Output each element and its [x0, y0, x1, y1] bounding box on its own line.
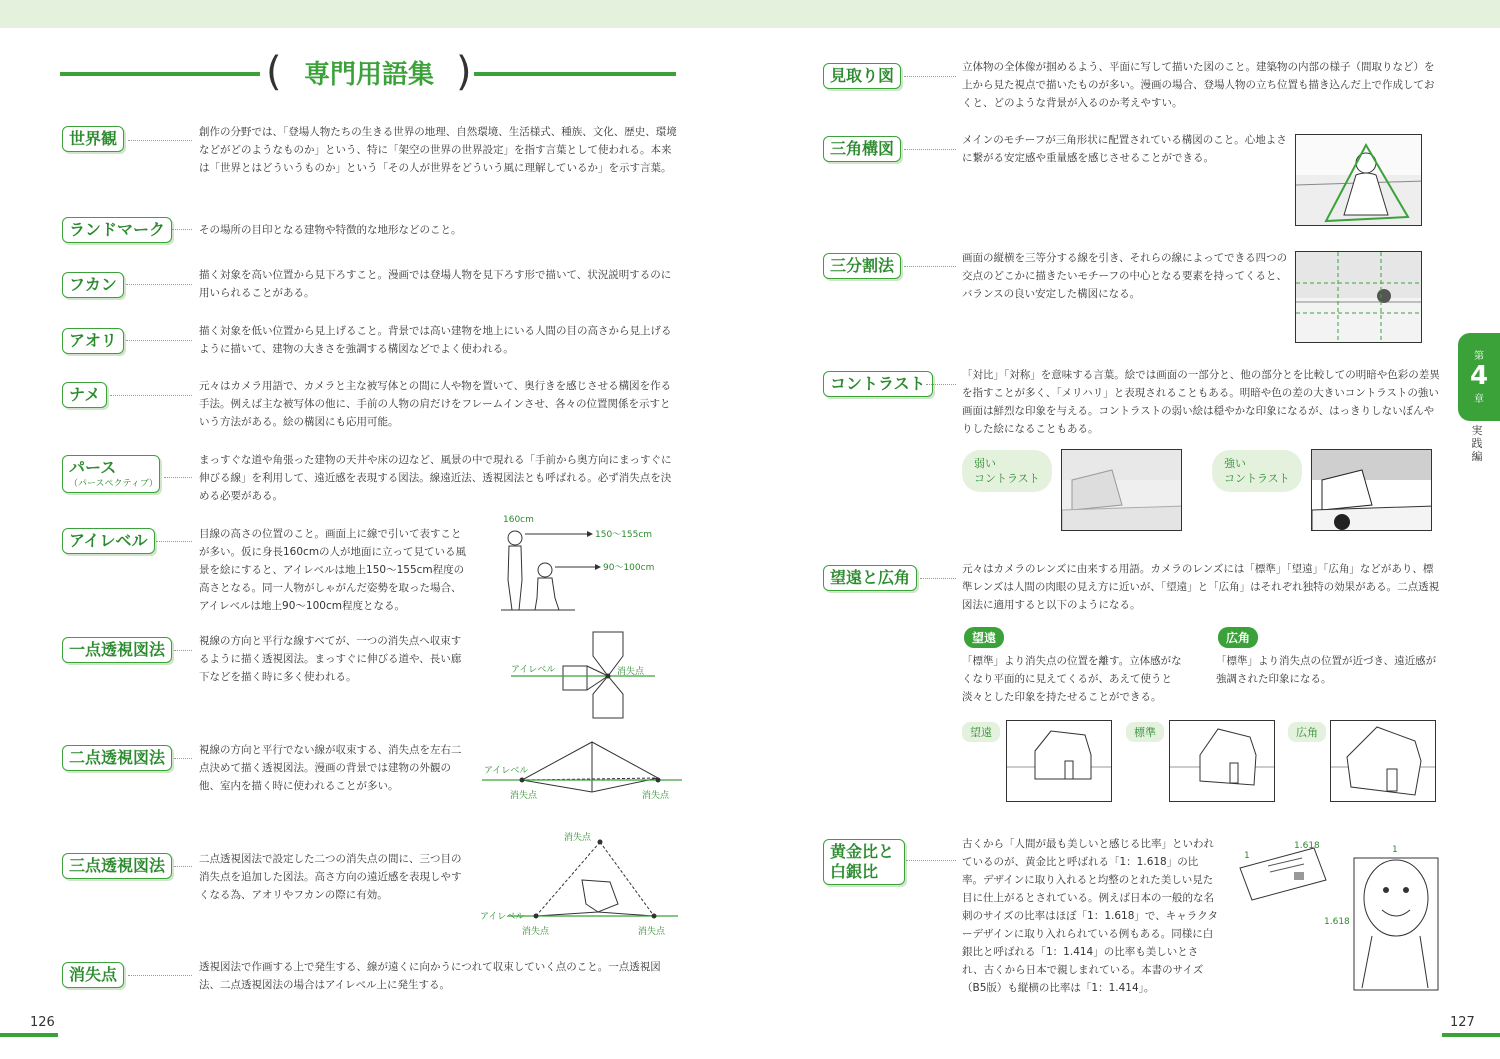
panel-standard-label: 標準	[1126, 722, 1164, 742]
term-perspective-sub: （パースペクティブ）	[69, 479, 158, 489]
panel-wide-label: 広角	[1288, 722, 1326, 742]
eyelevel-figure	[495, 510, 675, 620]
term-landmark: ランドマーク	[62, 217, 172, 243]
term-desc: 「対比」「対称」を意味する言葉。絵では画面の一部分と、他の部分とを比較しての明暗や色彩の差異を指すことが多く、「メリハリ」と表現されることもある。明暗や色の差の大きいコントラストの強い画面は鮮烈な印象を与える。コントラストの弱い絵は穏やかな印象になるが、はっきりしないぼんやりした絵になることもある。	[962, 369, 1440, 435]
three-point-vp-left-label: 消失点	[522, 927, 550, 937]
standard-house-illustration	[1169, 720, 1275, 802]
title-paren-close: )	[456, 49, 472, 95]
term-desc: 立体物の全体像が掴めるよう、平面に写して描いた図のこと。建築物の内部の様子（間取りなど）を上から見た視点で描いたものが多い。漫画の場合、登場人物の立ち位置も描き込んだ上で作成しておくと、どのような背景が入るのか考えやすい。	[962, 61, 1435, 109]
telephoto-desc: 「標準」より消失点の位置を離す。立体感がなくなり平面的に見えてくるが、あえて使うと淡々とした印象を持たせることができる。	[962, 655, 1182, 703]
leader-dots	[906, 860, 956, 861]
leader-dots	[904, 266, 956, 267]
term-desc: 画面の縦横を三等分する線を引き、それらの線によってできる四つの交点のどこかに描きたいモチーフの中心となる要素を持ってくると、バランスの良い安定した構図になる。	[962, 252, 1288, 300]
two-point-vp-right-label: 消失点	[642, 791, 670, 801]
chapter-tab-pre: 第	[1474, 351, 1484, 362]
term-name: ナメ	[62, 382, 107, 408]
term-perspective	[62, 455, 160, 493]
term-desc: 二点透視図法で設定した二つの消失点の間に、三つ目の消失点を追加した図法。高さ方向の遠近感を表現しやすくなる為、アオリやフカンの際に有効。	[199, 853, 462, 901]
page-number-left: 126	[30, 1015, 55, 1030]
leader-dots	[156, 541, 192, 542]
strong-contrast-illustration	[1311, 449, 1432, 531]
character-width-label: 1	[1392, 845, 1398, 855]
leader-dots	[174, 758, 192, 759]
bottom-rule-right	[1442, 1033, 1500, 1037]
leader-dots	[920, 578, 956, 579]
term-desc: 視線の方向と平行でない線が収束する、消失点を左右二点決めて描く透視図法。漫画の背景では建物の外観の他、室内を描く時に使われることが多い。	[199, 744, 462, 792]
term-golden-ratio: 黄金比と白銀比	[823, 839, 905, 885]
leader-dots	[126, 284, 192, 285]
rule-of-thirds-illustration	[1295, 251, 1422, 343]
strong-contrast-label: 強い コントラスト	[1212, 450, 1302, 492]
term-desc: 古くから「人間が最も美しいと感じる比率」といわれているのが、黄金比と呼ばれる「1：1.618」の比率。デザインに取り入れると均整のとれた美しい見た目に仕上がるとされている。例えば日本の一般的な名刺のサイズの比率はほぼ「1：1.618」で、キャラクターデザインに取り入れられている例もある。同様に白銀比と呼ばれる「1：1.414」の比率も美しいとされ、古くから日本で親しまれている。本書のサイズ（B5版）も縦横の比率は「1：1.414」。	[962, 838, 1218, 994]
chapter-section-label: 実践編	[1471, 424, 1483, 463]
chapter-tab-post: 章	[1474, 394, 1484, 405]
leader-dots	[904, 149, 956, 150]
leader-dots	[926, 384, 956, 385]
term-one-point: 一点透視図法	[62, 637, 172, 663]
leader-dots	[172, 229, 192, 230]
term-rule-of-thirds: 三分割法	[823, 253, 901, 279]
term-desc: 視線の方向と平行な線すべてが、一つの消失点へ収束するように描く透視図法。まっすぐに伸びる道や、長い廊下などを描く時に多く使われる。	[199, 635, 462, 683]
term-desc: 元々はカメラのレンズに由来する用語。カメラのレンズには「標準」「望遠」「広角」などがあり、標準レンズは人間の肉眼の見え方に近いが、「望遠」と「広角」はそれぞれ独特の効果がある。二点透視図法に適用すると以下のようになる。	[962, 563, 1440, 611]
leader-dots	[904, 76, 956, 77]
stand-eyelevel-label: 150〜155cm	[595, 530, 653, 540]
three-point-eyelevel-label: アイレベル	[480, 912, 525, 922]
one-point-figure	[505, 628, 665, 723]
three-point-top-label: 消失点	[564, 833, 592, 843]
triangle-composition-illustration	[1295, 134, 1422, 226]
chapter-tab	[1458, 333, 1500, 421]
leader-dots	[164, 477, 192, 478]
term-desc: 描く対象を高い位置から見下ろすこと。漫画では登場人物を見下ろす形で描いて、状況説明するのに用いられることがある。	[199, 269, 672, 299]
term-desc: 創作の分野では、「登場人物たちの生きる世界の地理、自然環境、生活様式、種族、文化、歴史、環境などがどのようなものか」という、特に「架空の世界の世界設定」を指す言葉として使われる。本来は「世界とはどういうものか」という「その人が世界をどういう風に理解しているか」を示す言葉。	[199, 126, 677, 174]
term-triangle-composition: 三角構図	[823, 136, 901, 162]
leader-dots	[126, 340, 192, 341]
one-point-eyelevel-label: アイレベル	[511, 665, 556, 675]
term-perspective-label: パース	[69, 458, 117, 477]
term-desc: 透視図法で作画する上で発生する、線が遠くに向かうにつれて収束していく点のこと。一点透視図法、二点透視図法の場合はアイレベル上に発生する。	[199, 961, 661, 991]
term-fukan: フカン	[62, 272, 124, 298]
leader-dots	[174, 866, 192, 867]
page-title-block	[60, 50, 676, 100]
telephoto-chip: 望遠	[964, 627, 1004, 648]
page-title: 専門用語集	[303, 60, 434, 90]
title-paren-open: (	[266, 49, 282, 95]
wide-angle-desc: 「標準」より消失点の位置が近づき、遠近感が強調された印象になる。	[1216, 655, 1437, 685]
bottom-rule-left	[0, 1033, 58, 1037]
page-number-right: 127	[1450, 1015, 1475, 1030]
term-contrast: コントラスト	[823, 371, 933, 397]
two-point-figure	[482, 738, 682, 803]
card-long-side-label: 1.618	[1294, 841, 1320, 851]
term-telephoto-wide: 望遠と広角	[823, 565, 917, 591]
crouch-eyelevel-label: 90〜100cm	[603, 563, 655, 573]
panel-telephoto-label: 望遠	[962, 722, 1000, 742]
term-desc: その場所の目印となる建物や特徴的な地形などのこと。	[199, 224, 462, 236]
two-point-vp-left-label: 消失点	[510, 791, 538, 801]
three-point-figure	[478, 828, 678, 940]
term-desc: まっすぐな道や角張った建物の天井や床の辺など、風景の中で現れる「手前から奥方向にまっすぐに伸びる線」を利用して、遠近感を表現する図法。線遠近法、透視図法とも呼ばれる。必ず消失点を決める必要がある。	[199, 454, 672, 502]
weak-contrast-label: 弱い コントラスト	[962, 450, 1052, 492]
three-point-vp-right-label: 消失点	[638, 927, 666, 937]
term-desc: メインのモチーフが三角形状に配置されている構図のこと。心地よさに繋がる安定感や重量感を感じさせることができる。	[962, 134, 1287, 164]
chapter-tab-number: 4	[1469, 361, 1489, 391]
term-three-point: 三点透視図法	[62, 853, 172, 879]
leader-dots	[128, 975, 192, 976]
term-mitorizu: 見取り図	[823, 63, 901, 89]
term-aori: アオリ	[62, 328, 124, 354]
leader-dots	[128, 140, 192, 141]
term-desc: 描く対象を低い位置から見上げること。背景では高い建物を地上にいる人間の目の高さから見上げるように描いて、建物の大きさを強調する構図などでよく使われる。	[199, 325, 672, 355]
leader-dots	[110, 395, 192, 396]
term-desc: 目線の高さの位置のこと。画面上に線で引いて表すことが多い。仮に身長160cmの人が地面に立って見ている風景を絵にすると、アイレベルは地上150〜155cm程度の高さとなる。同一人物がしゃがんだ姿勢を取った場合、アイレベルは地上90〜100cm程度となる。	[199, 528, 467, 612]
height-label: 160cm	[503, 515, 534, 525]
wide-angle-house-illustration	[1330, 720, 1436, 802]
title-rule-right	[474, 72, 676, 76]
two-point-eyelevel-label: アイレベル	[484, 766, 529, 776]
weak-contrast-illustration	[1061, 449, 1182, 531]
golden-ratio-figure	[1232, 838, 1442, 998]
character-height-label: 1.618	[1324, 917, 1350, 927]
term-eyelevel: アイレベル	[62, 528, 155, 554]
leader-dots	[174, 650, 192, 651]
term-desc: 元々はカメラ用語で、カメラと主な被写体との間に人や物を置いて、奥行きを感じさせる構図を作る手法。例えば主な被写体の他に、手前の人物の肩だけをフレームインさせ、各々の位置関係を示すという方法がある。絵の構図にも応用可能。	[199, 380, 672, 428]
wide-angle-chip: 広角	[1218, 627, 1258, 648]
term-two-point: 二点透視図法	[62, 745, 172, 771]
term-sekaikan: 世界観	[62, 126, 124, 152]
one-point-vp-label: 消失点	[617, 667, 645, 677]
card-short-side-label: 1	[1244, 851, 1250, 861]
title-rule-left	[60, 72, 260, 76]
telephoto-house-illustration	[1006, 720, 1112, 802]
term-vanishing-point: 消失点	[62, 962, 124, 988]
top-band	[0, 0, 1500, 28]
